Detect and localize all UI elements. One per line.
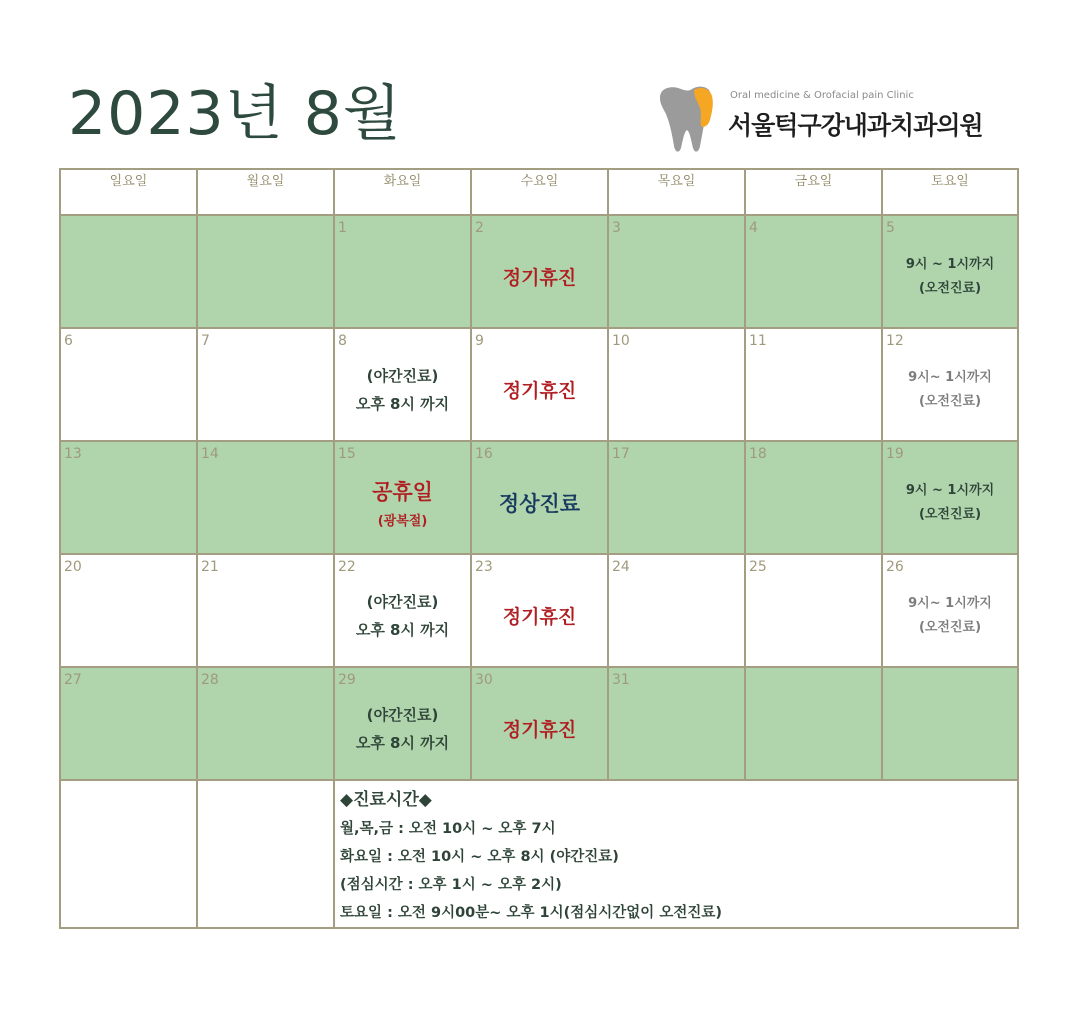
hours-saturday: 토요일 : 오전 9시00분~ 오후 1시(점심시간없이 오전진료) bbox=[340, 905, 722, 921]
day-number: 29 bbox=[338, 672, 356, 688]
day-cell bbox=[608, 215, 745, 328]
saturday-hours: 9시 ~ 1시까지 bbox=[905, 482, 995, 498]
saturday-hours: 9시~ 1시까지 bbox=[908, 595, 992, 611]
day-number: 18 bbox=[749, 446, 767, 462]
day-number: 24 bbox=[612, 559, 630, 575]
hours-tuesday: 화요일 : 오전 10시 ~ 오후 8시 (야간진료) bbox=[340, 849, 619, 865]
day-number: 28 bbox=[201, 672, 219, 688]
week-row bbox=[60, 667, 1018, 780]
weekday-monday: 월요일 bbox=[197, 169, 334, 215]
day-cell bbox=[334, 215, 471, 328]
closed-day-label: 정기휴진 bbox=[502, 267, 577, 289]
saturday-hours-note: (오전진료) bbox=[918, 393, 982, 409]
logo-subtitle: Oral medicine & Orofacial pain Clinic bbox=[730, 90, 914, 101]
weekday-thursday: 목요일 bbox=[608, 169, 745, 215]
day-cell bbox=[197, 554, 334, 667]
closed-day-label: 정기휴진 bbox=[502, 719, 577, 741]
day-cell bbox=[334, 667, 471, 780]
weekday-friday: 금요일 bbox=[745, 169, 882, 215]
day-number: 26 bbox=[886, 559, 904, 575]
closed-day-label: 정기휴진 bbox=[502, 606, 577, 628]
day-cell bbox=[471, 667, 608, 780]
hours-empty-cell bbox=[197, 780, 334, 928]
day-cell bbox=[471, 328, 608, 441]
day-number: 31 bbox=[612, 672, 630, 688]
day-cell bbox=[745, 441, 882, 554]
day-number: 19 bbox=[886, 446, 904, 462]
day-number: 21 bbox=[201, 559, 219, 575]
day-cell bbox=[471, 215, 608, 328]
day-number: 4 bbox=[749, 220, 758, 236]
day-number: 11 bbox=[749, 333, 767, 349]
clinic-hours-cell bbox=[334, 780, 1018, 928]
week-row bbox=[60, 441, 1018, 554]
saturday-hours-note: (오전진료) bbox=[918, 280, 982, 296]
day-number: 15 bbox=[338, 446, 356, 462]
day-cell-empty bbox=[745, 667, 882, 780]
night-clinic-hours: 오후 8시 까지 bbox=[355, 733, 450, 752]
night-clinic-label: (야간진료) bbox=[366, 705, 439, 724]
day-number: 10 bbox=[612, 333, 630, 349]
day-cell bbox=[334, 328, 471, 441]
day-number: 25 bbox=[749, 559, 767, 575]
day-number: 23 bbox=[475, 559, 493, 575]
clinic-hours-title: ◆진료시간◆ bbox=[340, 790, 432, 810]
day-cell bbox=[197, 328, 334, 441]
day-number: 17 bbox=[612, 446, 630, 462]
day-cell bbox=[60, 328, 197, 441]
day-cell bbox=[882, 441, 1018, 554]
clinic-hours bbox=[340, 787, 722, 927]
day-cell bbox=[60, 441, 197, 554]
week-row bbox=[60, 328, 1018, 441]
day-number: 12 bbox=[886, 333, 904, 349]
day-cell bbox=[334, 554, 471, 667]
saturday-hours: 9시 ~ 1시까지 bbox=[905, 256, 995, 272]
tooth-logo-icon bbox=[654, 84, 720, 156]
clinic-name: 서울턱구강내과치과의원 bbox=[728, 111, 983, 140]
day-cell bbox=[471, 554, 608, 667]
weekday-sunday: 일요일 bbox=[60, 169, 197, 215]
weekday-tuesday: 화요일 bbox=[334, 169, 471, 215]
page-title: 2023년 8월 bbox=[68, 79, 402, 149]
day-cell bbox=[882, 554, 1018, 667]
normal-clinic-label: 정상진료 bbox=[498, 491, 581, 516]
day-number: 14 bbox=[201, 446, 219, 462]
saturday-hours: 9시~ 1시까지 bbox=[908, 369, 992, 385]
saturday-hours-note: (오전진료) bbox=[918, 619, 982, 635]
day-number: 16 bbox=[475, 446, 493, 462]
day-number: 5 bbox=[886, 220, 895, 236]
holiday-name: (광복절) bbox=[377, 514, 428, 529]
weekday-header-row bbox=[60, 169, 1018, 215]
day-number: 22 bbox=[338, 559, 356, 575]
day-cell bbox=[608, 667, 745, 780]
day-number: 27 bbox=[64, 672, 82, 688]
clinic-logo bbox=[654, 84, 1014, 156]
night-clinic-hours: 오후 8시 까지 bbox=[355, 394, 450, 413]
calendar-grid bbox=[59, 168, 1019, 929]
hours-row bbox=[60, 780, 1018, 928]
hours-lunch: (점심시간 : 오후 1시 ~ 오후 2시) bbox=[340, 877, 562, 893]
day-cell bbox=[745, 554, 882, 667]
day-cell bbox=[608, 328, 745, 441]
night-clinic-label: (야간진료) bbox=[366, 366, 439, 385]
day-number: 8 bbox=[338, 333, 347, 349]
day-number: 3 bbox=[612, 220, 621, 236]
day-cell bbox=[197, 441, 334, 554]
day-cell bbox=[745, 328, 882, 441]
weekday-wednesday: 수요일 bbox=[471, 169, 608, 215]
hours-empty-cell bbox=[60, 780, 197, 928]
day-cell bbox=[608, 554, 745, 667]
day-number: 30 bbox=[475, 672, 493, 688]
day-number: 2 bbox=[475, 220, 484, 236]
day-cell bbox=[608, 441, 745, 554]
week-row bbox=[60, 554, 1018, 667]
hours-weekday: 월,목,금 : 오전 10시 ~ 오후 7시 bbox=[340, 821, 556, 837]
day-number: 6 bbox=[64, 333, 73, 349]
day-cell bbox=[197, 667, 334, 780]
day-cell bbox=[471, 441, 608, 554]
day-cell bbox=[882, 328, 1018, 441]
day-number: 1 bbox=[338, 220, 347, 236]
day-number: 13 bbox=[64, 446, 82, 462]
week-row bbox=[60, 215, 1018, 328]
day-cell-empty bbox=[60, 215, 197, 328]
day-cell bbox=[60, 554, 197, 667]
day-number: 7 bbox=[201, 333, 210, 349]
holiday-label: 공휴일 bbox=[372, 480, 433, 504]
night-clinic-label: (야간진료) bbox=[366, 592, 439, 611]
day-cell bbox=[60, 667, 197, 780]
day-number: 9 bbox=[475, 333, 484, 349]
day-cell bbox=[745, 215, 882, 328]
day-cell-empty bbox=[197, 215, 334, 328]
saturday-hours-note: (오전진료) bbox=[918, 506, 982, 522]
day-cell bbox=[882, 215, 1018, 328]
closed-day-label: 정기휴진 bbox=[502, 380, 577, 402]
day-number: 20 bbox=[64, 559, 82, 575]
night-clinic-hours: 오후 8시 까지 bbox=[355, 620, 450, 639]
weekday-saturday: 토요일 bbox=[882, 169, 1018, 215]
day-cell-empty bbox=[882, 667, 1018, 780]
day-cell bbox=[334, 441, 471, 554]
